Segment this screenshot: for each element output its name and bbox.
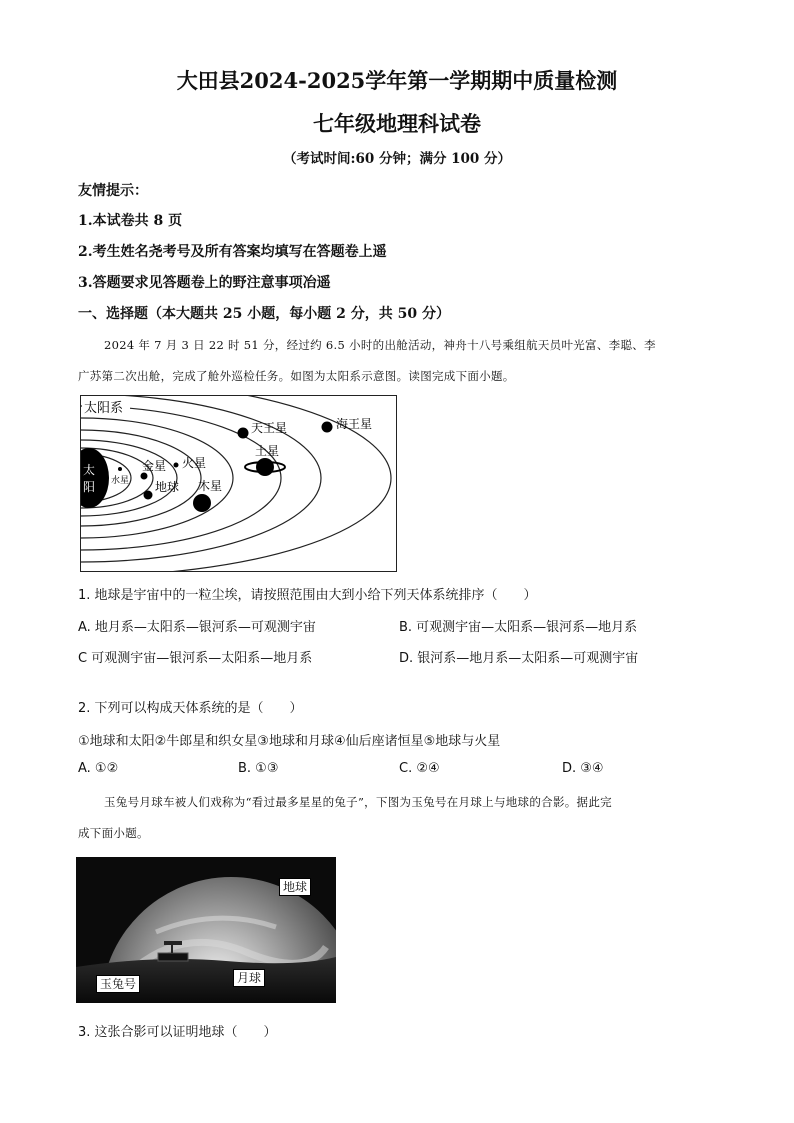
question-3-stem: 3. 这张合影可以证明地球（ ）	[78, 1025, 277, 1040]
section-heading: 一、选择题（本大题共 25 小题，每小题 2 分，共 50 分）	[78, 306, 450, 322]
mars-icon	[174, 463, 179, 468]
q1-option-b[interactable]: B. 可观测宇宙—太阳系—银河系—地月系	[399, 620, 638, 635]
tip-item: 2.考生姓名尧考号及所有答案均填写在答题卷上遥	[78, 244, 387, 260]
exam-subtitle: 七年级地理科试卷	[313, 111, 481, 136]
tip-item: 3.答题要求见答题卷上的野注意事项冶遥	[78, 275, 331, 291]
question-2-stem: 2. 下列可以构成天体系统的是（ ）	[78, 701, 303, 716]
tips-heading: 友情提示：	[78, 183, 148, 199]
venus-icon	[141, 473, 148, 480]
intro-line: 2024 年 7 月 3 日 22 时 51 分，经过约 6.5 小时的出舱活动，神舟十八号乘组航天员叶光富、李聪、李	[104, 338, 656, 352]
rover-photo-label: 玉兔号	[96, 975, 140, 993]
neptune-label: 海王星	[336, 417, 373, 431]
q2-option-c[interactable]: C. ②④	[399, 761, 440, 776]
earth-photo-label: 地球	[279, 878, 311, 896]
q2-option-d[interactable]: D. ③④	[562, 761, 604, 776]
neptune-icon	[322, 422, 333, 433]
solar-system-diagram	[81, 396, 396, 571]
jupiter-label: 木星	[198, 479, 223, 493]
q1-option-a[interactable]: A. 地月系—太阳系—银河系—可观测宇宙	[78, 620, 316, 635]
mercury-icon	[118, 467, 122, 471]
q2-items: ①地球和太阳②牛郎星和织女星③地球和月球④仙后座诸恒星⑤地球与火星	[78, 734, 501, 749]
jupiter-icon	[193, 494, 211, 512]
venus-label: 金星	[142, 459, 167, 473]
mars-label: 火星	[182, 456, 207, 470]
exam-title: 大田县2024-2025学年第一学期期中质量检测	[176, 68, 618, 93]
moon-photo-label: 月球	[233, 969, 265, 987]
saturn-icon	[256, 458, 274, 476]
tip-item: 1.本试卷共 8 页	[78, 213, 183, 229]
uranus-icon	[238, 428, 249, 439]
mercury-label: 水星	[111, 476, 130, 486]
sun-label-top: 太	[82, 463, 96, 477]
question-1-stem: 1. 地球是宇宙中的一粒尘埃，请按照范围由大到小给下列天体系统排序（ ）	[78, 588, 537, 603]
earth-label: 地球	[155, 480, 180, 494]
intro-line: 广苏第二次出舱，完成了舱外巡检任务。如图为太阳系示意图。读图完成下面小题。	[78, 369, 515, 383]
saturn-label: 土星	[255, 444, 280, 458]
q1-option-c[interactable]: C 可观测宇宙—银河系—太阳系—地月系	[78, 651, 313, 666]
q1-option-d[interactable]: D. 银河系—地月系—太阳系—可观测宇宙	[399, 651, 639, 666]
q2-option-a[interactable]: A. ①②	[78, 761, 119, 776]
exam-info: （考试时间:60 分钟；满分 100 分）	[282, 151, 512, 167]
solar-system-figure	[80, 395, 397, 572]
figure-title: 太阳系	[84, 401, 124, 416]
rover-panel	[164, 941, 182, 945]
q2-option-b[interactable]: B. ①③	[238, 761, 279, 776]
earth-icon	[144, 491, 153, 500]
yutu-earth-photo	[76, 857, 336, 1003]
intro2-line: 成下面小题。	[78, 826, 149, 840]
sun-label-bottom: 阳	[82, 480, 96, 494]
uranus-label: 天王星	[251, 421, 288, 435]
yutu-rover-icon	[158, 953, 188, 961]
intro2-line: 玉兔号月球车被人们戏称为“看过最多星星的兔子”，下图为玉兔号在月球上与地球的合影。据此完	[104, 795, 612, 809]
